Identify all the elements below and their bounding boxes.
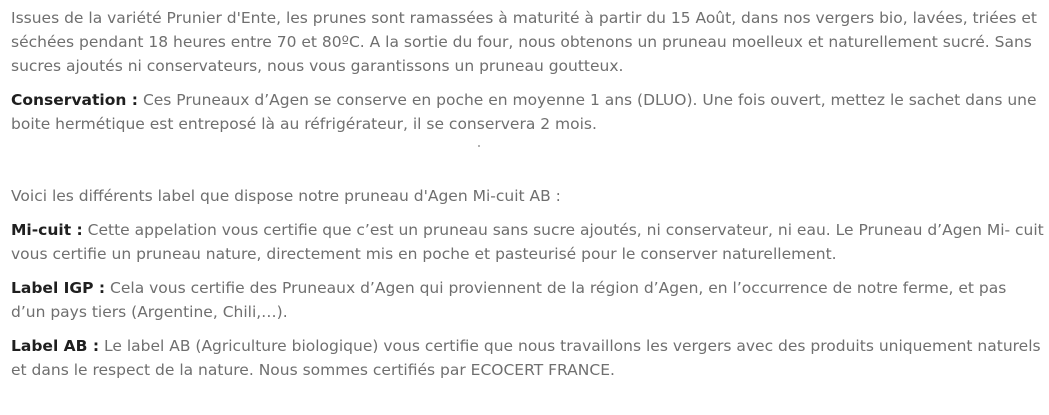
conservation-paragraph — [11, 88, 1045, 136]
separator — [11, 136, 1045, 184]
label-text: Cette appelation vous certifie que c’est un pruneau sans sucre ajoutés, ni conservateur, ni eau. Le Pruneau d’Agen Mi- cuit vous certifie un pruneau nature, directement mis en poche et pasteurisé pour le conserver naturellement. — [11, 221, 1044, 263]
label-term: Mi-cuit : — [11, 221, 83, 239]
separator-dot — [478, 145, 480, 147]
label-text: Cela vous certifie des Pruneaux d’Agen qui proviennent de la région d’Agen, en l’occurrence de notre ferme, et pas d’un pays tiers (Argentine, Chili,…). — [11, 279, 1007, 321]
conservation-text: Ces Pruneaux d’Agen se conserve en poche en moyenne 1 ans (DLUO). Une fois ouvert, mettez le sachet dans une boite hermétique est entreposé là au réfrigérateur, il se conservera 2 mois. — [11, 91, 1037, 133]
label-ab — [11, 334, 1045, 382]
conservation-term: Conservation : — [11, 91, 139, 109]
label-igp — [11, 276, 1045, 324]
product-description — [11, 6, 1045, 392]
intro-paragraph: Issues de la variété Prunier d'Ente, les prunes sont ramassées à maturité à partir du 15 Août, dans nos vergers bio, lavées, triées et séchées pendant 18 heures entre 70 et 80ºC. A la sortie du four, nous obtenons un pruneau moelleux et naturellement sucré. Sans sucres ajoutés ni conservateurs, nous vous garantissons un pruneau goutteux. — [11, 9, 1037, 75]
label-term: Label IGP : — [11, 279, 106, 297]
label-mi-cuit — [11, 218, 1045, 266]
label-term: Label AB : — [11, 337, 100, 355]
label-text: Le label AB (Agriculture biologique) vous certifie que nous travaillons les vergers avec des produits uniquement naturels et dans le respect de la nature. Nous sommes certifiés par ECOCERT FRANCE. — [11, 337, 1041, 379]
labels-intro: Voici les différents label que dispose notre pruneau d'Agen Mi-cuit AB : — [11, 187, 561, 205]
